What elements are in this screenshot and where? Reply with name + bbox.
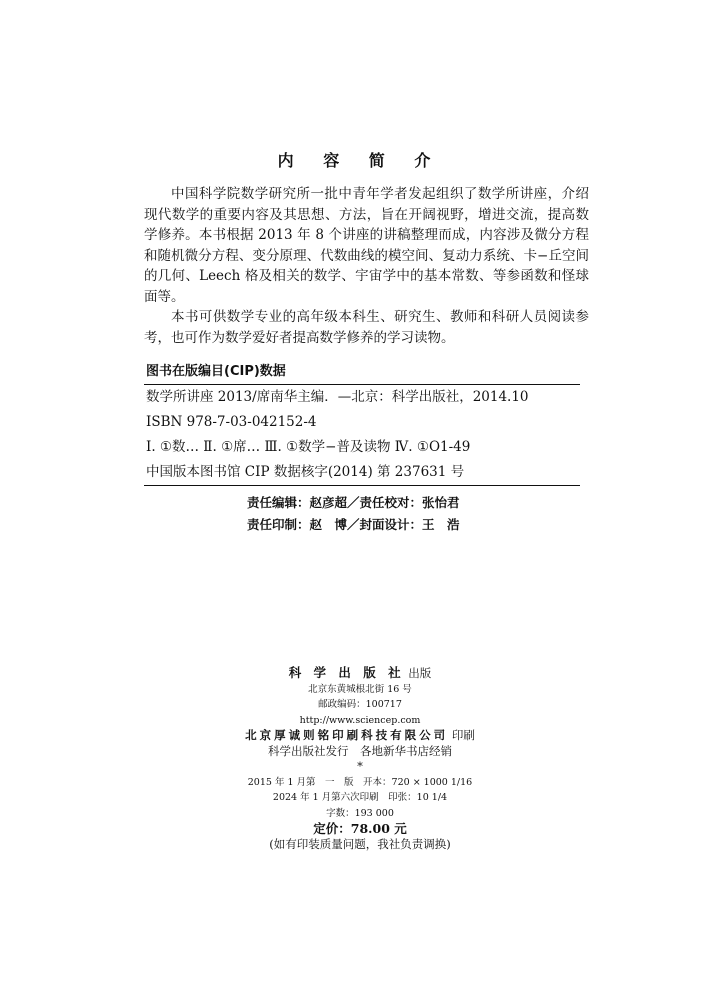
publisher-postcode: 邮政编码：100717	[318, 699, 402, 710]
cip-block	[144, 360, 580, 486]
cip-heading: 图书在版编目(CIP)数据	[144, 360, 580, 385]
printer-name: 北京厚诚则铭印刷科技有限公司	[245, 728, 449, 742]
abstract	[144, 184, 589, 348]
page-title: 内 容 简 介	[277, 151, 443, 170]
abstract-paragraph: 中国科学院数学研究所一批中青年学者发起组织了数学所讲座，介绍现代数学的重要内容及其思想、方法，旨在开阔视野，增进交流，提高数学修养。本书根据 2013 年 8 个讲座的讲稿整理而成，内容涉及微分方程和随机微分方程、变分原理、代数曲线的模空间、复动力系统、卡−丘空间的几何、Leech 格及相关的数学、宇宙学中的基本常数、等参函数和怪球面等。	[144, 186, 589, 305]
printer-line	[0, 728, 720, 744]
abstract-paragraph: 本书可供数学专业的高年级本科生、研究生、教师和科研人员阅读参考，也可作为数学爱好者提高数学修养的学习读物。	[144, 309, 589, 346]
publisher-url: http://www.sciencep.com	[299, 714, 421, 726]
price: 定价：78.00 元	[313, 821, 407, 836]
edition-info: 2015 年 1 月第 一 版 开本：720 × 1000 1/16	[247, 776, 473, 788]
publisher-suffix: 出版	[408, 666, 432, 680]
distribution: 科学出版社发行 各地新华书店经销	[268, 743, 452, 758]
printer-suffix: 印刷	[451, 728, 475, 742]
credits-line: 责任印制：赵 博／封面设计：王 浩	[247, 517, 460, 532]
separator-star: *	[357, 759, 363, 773]
cip-line: ISBN 978-7-03-042152-4	[146, 414, 317, 430]
publication-info	[0, 665, 720, 852]
credits	[247, 492, 460, 536]
credits-line: 责任编辑：赵彦超／责任校对：张怡君	[247, 495, 460, 510]
cip-line: 数学所讲座 2013/席南华主编．—北京：科学出版社，2014.10	[146, 389, 529, 405]
printing-info: 2024 年 1 月第六次印刷 印张：10 1/4	[272, 792, 448, 803]
publisher-name: 科 学 出 版 社	[288, 665, 405, 680]
quality-note: (如有印装质量问题，我社负责调换)	[269, 836, 451, 851]
cip-line: 中国版本图书馆 CIP 数据核字(2014) 第 237631 号	[144, 460, 580, 486]
publisher-address: 北京东黄城根北街 16 号	[308, 683, 412, 695]
word-count: 字数：193 000	[326, 807, 394, 819]
cip-line: Ⅰ. ①数… Ⅱ. ①席… Ⅲ. ①数学−普及读物 Ⅳ. ①O1-49	[146, 439, 471, 455]
publisher-line	[0, 665, 720, 682]
